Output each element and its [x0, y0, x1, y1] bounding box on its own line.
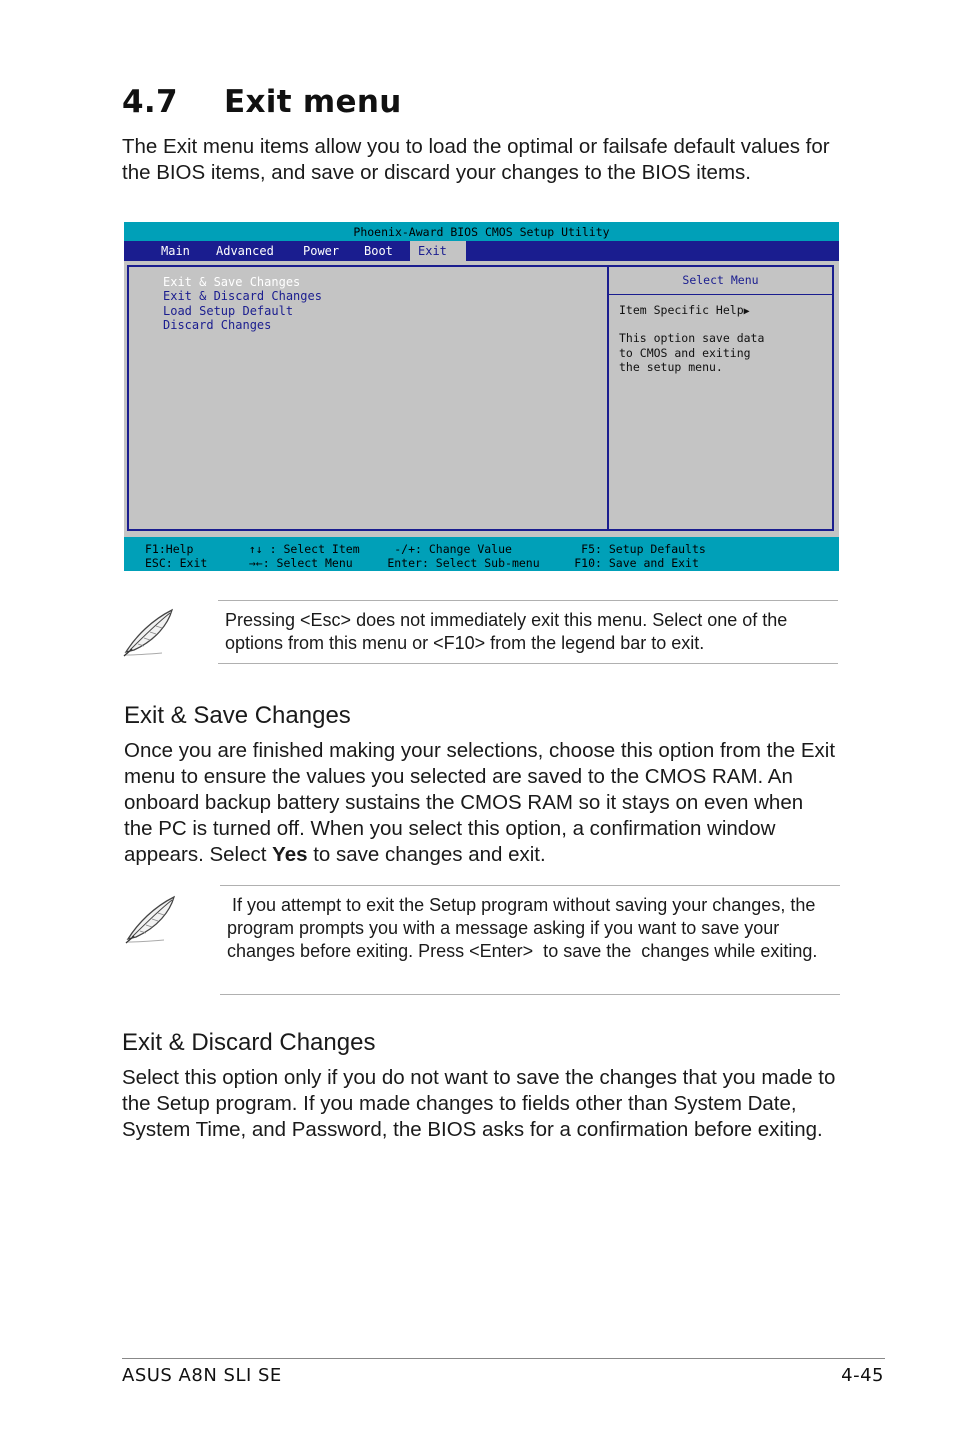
discard-paragraph: Select this option only if you do not want to save the changes that you made to the Setup program. If you made changes to fields other than System Date, System Time, and Password, the BIOS asks for a confirmation before exiting.	[122, 1066, 836, 1141]
bios-help-label: Item Specific Help	[619, 303, 744, 317]
note-save-warning: If you attempt to exit the Setup program without saving your changes, the program prompts you with a message asking if you want to save your changes before exiting. Press <Enter> to save the changes while exiting.	[227, 895, 821, 961]
save-body-start: Once you are finished making your selections, choose this option from the Exit menu to ensure the values you selected are saved to the CMOS RAM. An onboard backup battery sustains the CMOS RAM so it stays on even when the PC is turned off. When you select this option, a confirmation window appears. Select	[124, 739, 836, 866]
bios-tab-exit[interactable]: Exit	[410, 241, 466, 261]
right-triangle-icon: ▶	[743, 306, 750, 317]
bios-panel-divider	[607, 267, 609, 529]
note-quill-icon	[122, 606, 178, 658]
footer-page-number: 4-45	[841, 1365, 884, 1386]
bios-main-panel	[127, 265, 834, 531]
bios-legend-line-1: F1:Help ↑↓ : Select Item -/+: Change Value F5: Setup Defaults	[145, 542, 706, 556]
bios-item-load-default[interactable]: Load Setup Default	[163, 304, 294, 318]
note-bottom-rule	[218, 663, 838, 664]
footer-rule	[122, 1358, 885, 1359]
note-top-rule	[218, 600, 838, 601]
section-heading	[122, 84, 402, 120]
intro-paragraph: The Exit menu items allow you to load the optimal or failsafe default values for the BIOS items, and save or discard your changes to the BIOS items.	[122, 135, 830, 184]
discard-heading: Exit & Discard Changes	[122, 1029, 376, 1056]
bios-tab-advanced[interactable]: Advanced	[216, 244, 274, 258]
note2-bottom-rule	[220, 994, 840, 995]
bios-menu-bar	[124, 241, 839, 261]
bios-tab-boot[interactable]: Boot	[364, 244, 393, 258]
section-number: 4.7	[122, 84, 178, 120]
note-esc: Pressing <Esc> does not immediately exit this menu. Select one of the options from this menu or <F10> from the legend bar to exit.	[225, 610, 788, 653]
bios-help-separator	[609, 294, 832, 295]
bios-title-bar: Phoenix-Award BIOS CMOS Setup Utility	[124, 222, 839, 241]
bios-legend-line-2: ESC: Exit →←: Select Menu Enter: Select Sub-menu F10: Save and Exit	[145, 556, 699, 570]
section-title: Exit menu	[224, 84, 402, 120]
note2-top-rule	[220, 885, 840, 886]
bios-screenshot	[124, 222, 839, 571]
bios-tab-power[interactable]: Power	[303, 244, 340, 258]
bios-item-discard-changes[interactable]: Discard Changes	[163, 318, 272, 332]
save-paragraph	[124, 738, 836, 868]
bios-help-label-row	[619, 303, 750, 320]
bios-help-title: Select Menu	[682, 273, 759, 287]
save-body-yes: Yes	[272, 843, 308, 866]
save-body-end: to save changes and exit.	[307, 843, 546, 866]
bios-item-exit-save[interactable]: Exit & Save Changes	[163, 275, 301, 289]
footer-product: ASUS A8N SLI SE	[122, 1365, 282, 1386]
bios-help-body: This option save data to CMOS and exiting the setup menu.	[619, 331, 765, 374]
bios-tab-main[interactable]: Main	[161, 244, 190, 258]
save-heading: Exit & Save Changes	[124, 702, 351, 729]
note2-quill-icon	[124, 893, 180, 945]
bios-item-exit-discard[interactable]: Exit & Discard Changes	[163, 289, 322, 303]
bios-legend-bar	[124, 537, 839, 571]
